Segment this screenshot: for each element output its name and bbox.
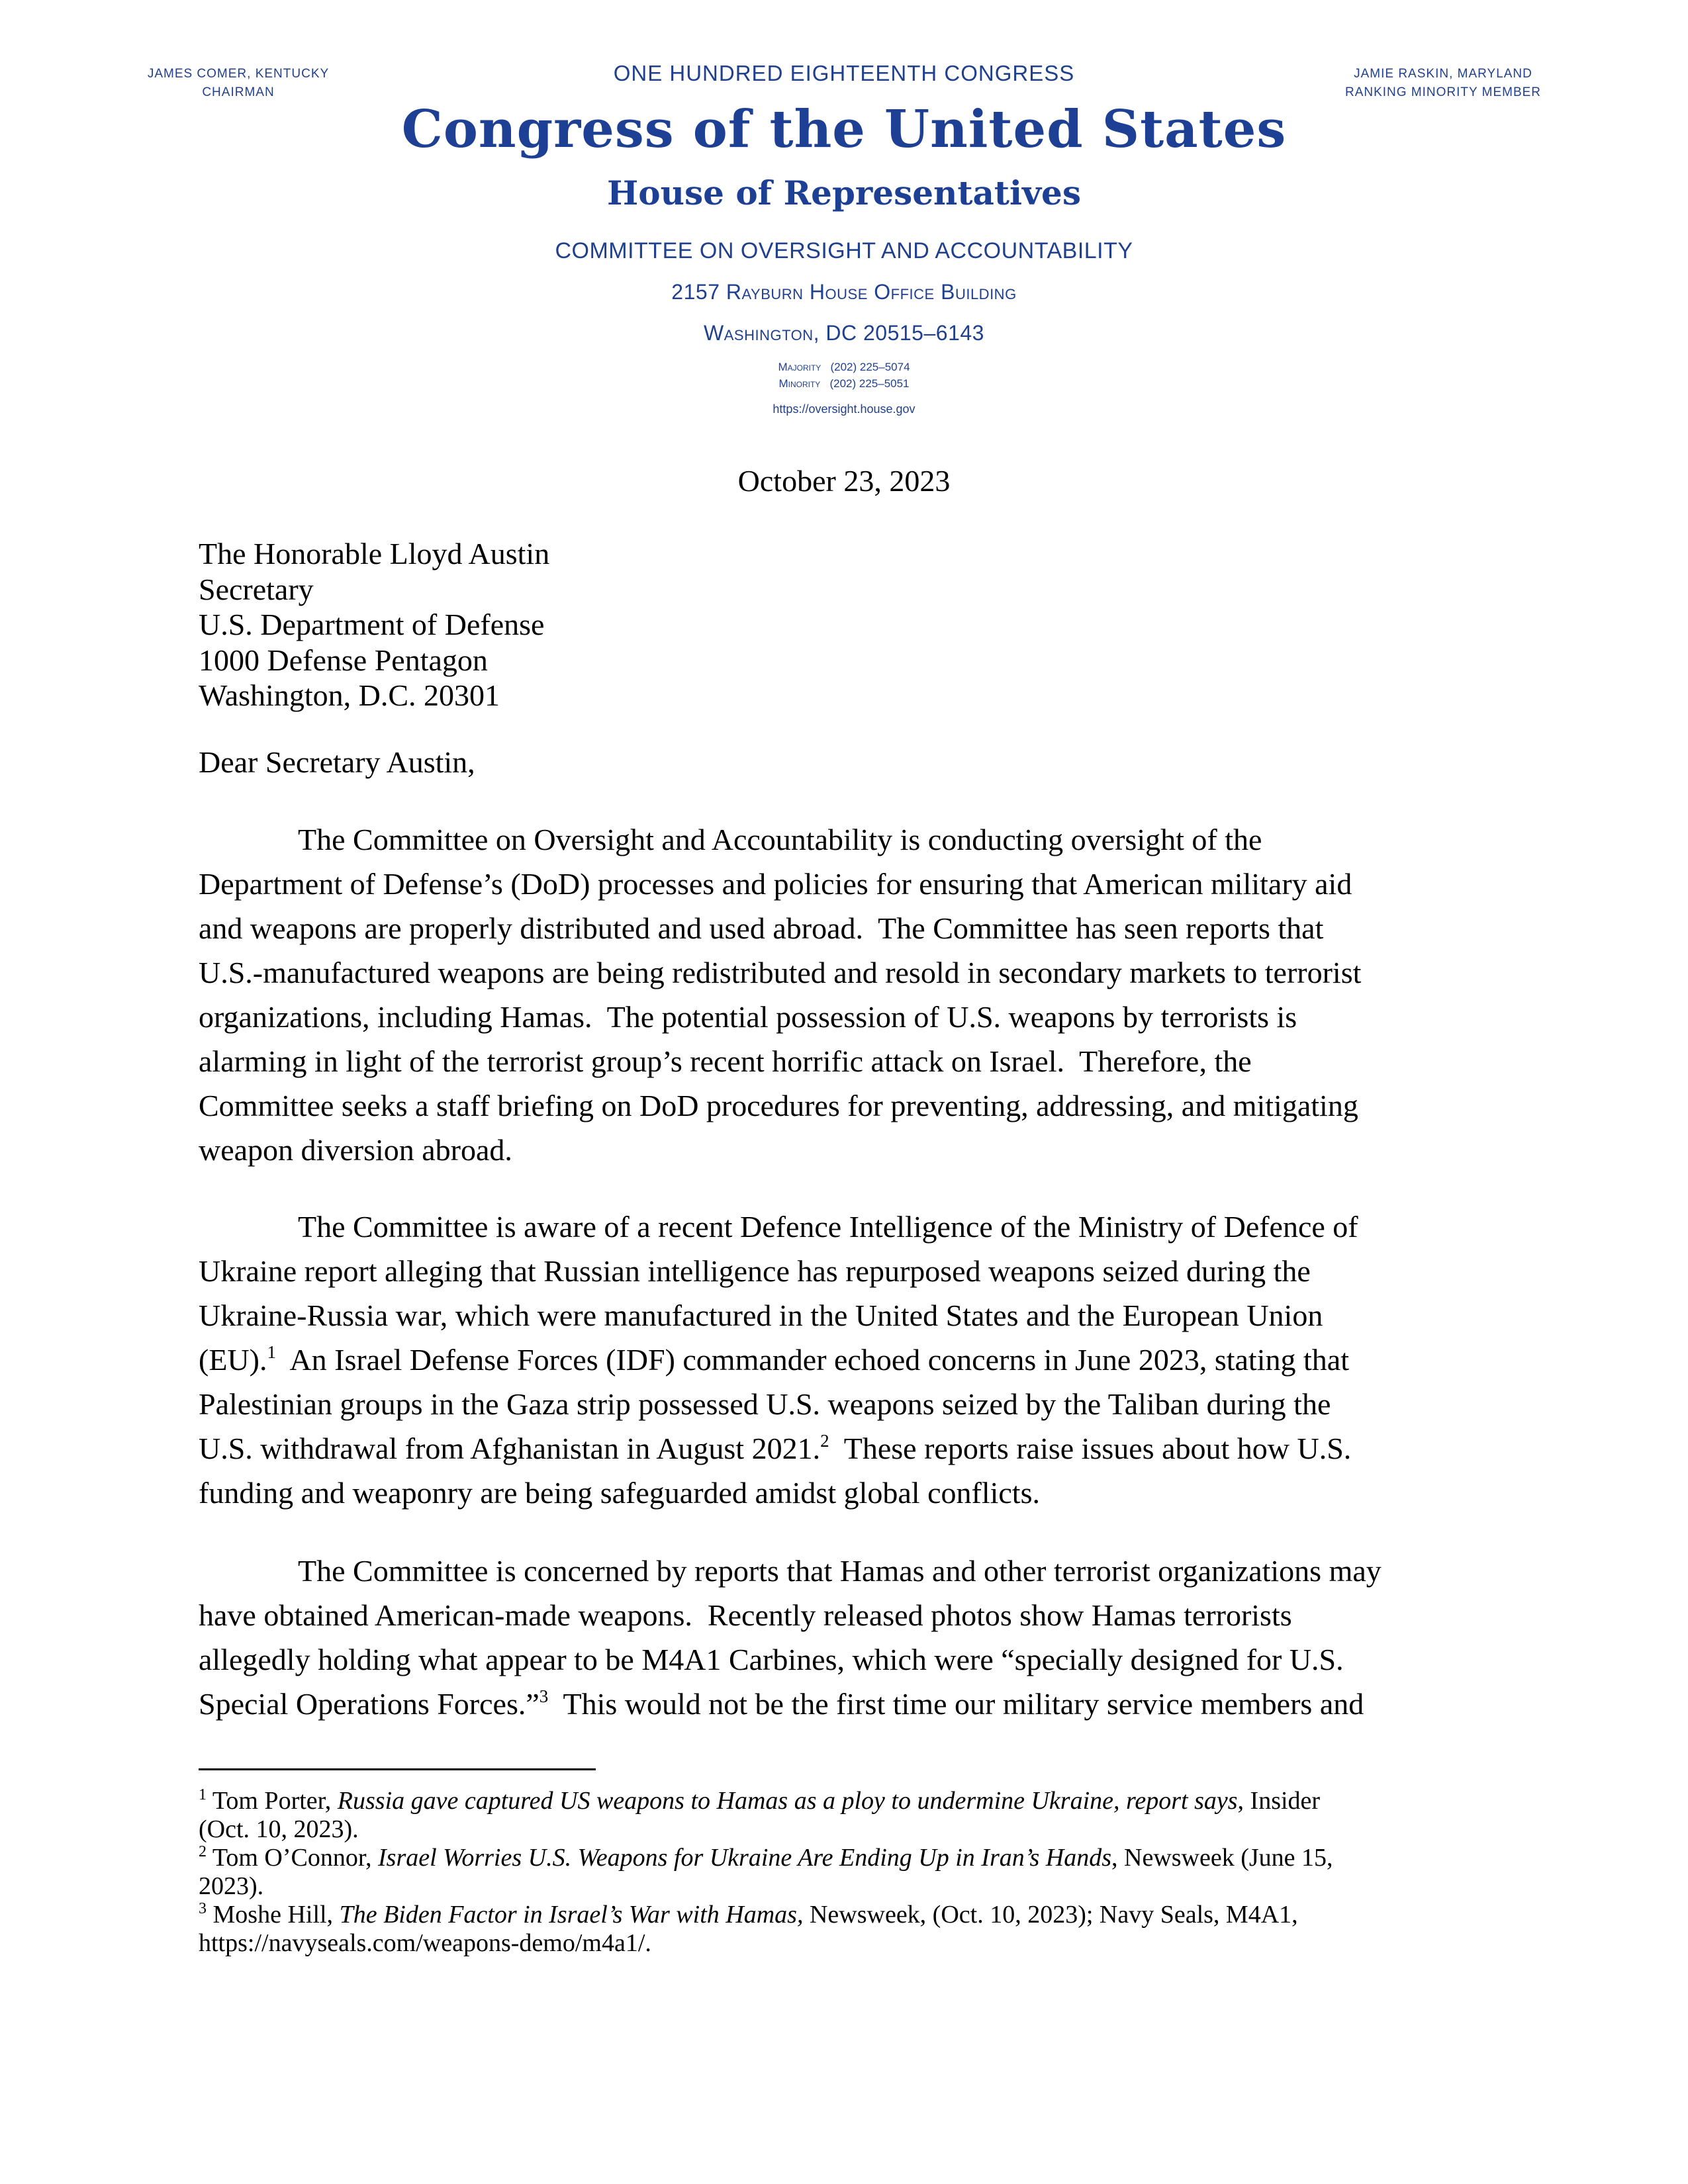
footnotes — [199, 1787, 1489, 1958]
line-text: U.S. withdrawal from Afghanistan in August 2021. — [199, 1432, 821, 1465]
paragraph-line: Ukraine-Russia war, which were manufactured in the United States and the European Union — [199, 1298, 1323, 1332]
footnote-3-url[interactable]: https://navyseals.com/weapons-demo/m4a1/. — [199, 1929, 651, 1957]
paragraph-1 — [199, 817, 1483, 1172]
chairman-name: JAMES COMER, KENTUCKY — [147, 67, 330, 81]
address-line-2: Washington, DC 20515–6143 — [704, 321, 984, 345]
line-text: (EU). — [199, 1343, 267, 1377]
paragraph-2 — [199, 1205, 1483, 1515]
footnote-ref-2[interactable]: 2 — [820, 1431, 829, 1451]
paragraph-line: The Committee is concerned by reports that Hamas and other terrorist organizations may — [298, 1554, 1382, 1588]
footnote-source: , Insider — [1237, 1787, 1321, 1815]
footnote-2-cont: 2023). — [199, 1872, 264, 1900]
recipient-line: U.S. Department of Defense — [199, 608, 545, 641]
footnote-number: 3 — [199, 1900, 207, 1917]
footnote-divider — [199, 1768, 596, 1770]
address-line-1: 2157 Rayburn House Office Building — [671, 280, 1017, 304]
paragraph-line: organizations, including Hamas. The potential possession of U.S. weapons by terrorists is — [199, 1000, 1297, 1034]
paragraph-line: Palestinian groups in the Gaza strip possessed U.S. weapons seized by the Taliban during the — [199, 1387, 1331, 1421]
paragraph-line — [199, 1426, 1483, 1471]
chairman-block — [126, 65, 351, 102]
paragraph-line: allegedly holding what appear to be M4A1 Carbines, which were “specially designed for U.S. — [199, 1643, 1344, 1676]
line-text: An Israel Defense Forces (IDF) commander echoed concerns in June 2023, stating that — [275, 1343, 1349, 1377]
paragraph-line: Department of Defense’s (DoD) processes and policies for ensuring that American military aid — [199, 867, 1352, 901]
footnote-number: 1 — [199, 1786, 207, 1803]
footnote-2 — [199, 1844, 1489, 1872]
recipient-line: Secretary — [199, 572, 314, 606]
ranking-member-title: RANKING MINORITY MEMBER — [1344, 85, 1542, 99]
line-text: These reports raise issues about how U.S. — [829, 1432, 1352, 1465]
footnote-1-cont: (Oct. 10, 2023). — [199, 1815, 359, 1843]
footnote-ref-3[interactable]: 3 — [539, 1686, 549, 1706]
paragraph-line: weapon diversion abroad. — [199, 1133, 512, 1167]
paragraph-line: and weapons are properly distributed and used abroad. The Committee has seen reports that — [199, 911, 1324, 945]
paragraph-line: The Committee is aware of a recent Defence Intelligence of the Ministry of Defence of — [298, 1210, 1358, 1244]
recipient-address — [199, 536, 549, 713]
footnote-source: Newsweek, (Oct. 10, 2023); Navy Seals, M4A1, — [803, 1901, 1298, 1929]
footnote-title: The Biden Factor in Israel’s War with Hamas, — [339, 1901, 804, 1929]
house-title: House of Representatives — [607, 173, 1081, 212]
chairman-title: CHAIRMAN — [202, 85, 275, 99]
recipient-line: Washington, D.C. 20301 — [199, 678, 500, 712]
congress-number: ONE HUNDRED EIGHTEENTH CONGRESS — [613, 61, 1075, 85]
footnote-1 — [199, 1787, 1489, 1815]
paragraph-line — [199, 1682, 1483, 1726]
ranking-member-block — [1324, 65, 1562, 102]
footnote-3 — [199, 1901, 1489, 1929]
footnote-source: , Newsweek (June 15, — [1111, 1844, 1333, 1872]
footnote-author: Moshe Hill, — [207, 1901, 340, 1929]
paragraph-line: The Committee on Oversight and Accountability is conducting oversight of the — [298, 823, 1262, 856]
paragraph-line: have obtained American-made weapons. Recently released photos show Hamas terrorists — [199, 1598, 1292, 1632]
paragraph-line: funding and weaponry are being safeguarded amidst global conflicts. — [199, 1476, 1040, 1510]
paragraph-line: alarming in light of the terrorist group’s recent horrific attack on Israel. Therefore, the — [199, 1044, 1252, 1078]
paragraph-line: U.S.-manufactured weapons are being redistributed and resold in secondary markets to terrorist — [199, 956, 1362, 989]
paragraph-3 — [199, 1549, 1483, 1726]
line-text: Special Operations Forces.” — [199, 1687, 539, 1721]
footnote-author: Tom Porter, — [207, 1787, 338, 1815]
congress-title: Congress of the United States — [401, 99, 1287, 159]
footnote-author: Tom O’Connor, — [207, 1844, 379, 1872]
paragraph-line: Committee seeks a staff briefing on DoD procedures for preventing, addressing, and mitigating — [199, 1089, 1358, 1122]
paragraph-line: Ukraine report alleging that Russian intelligence has repurposed weapons seized during the — [199, 1254, 1311, 1288]
footnote-number: 2 — [199, 1843, 207, 1860]
footnote-ref-1[interactable]: 1 — [267, 1342, 276, 1362]
line-text: This would not be the first time our military service members and — [548, 1687, 1364, 1721]
ranking-member-name: JAMIE RASKIN, MARYLAND — [1354, 67, 1532, 81]
footnote-title: Russia gave captured US weapons to Hamas as a ploy to undermine Ukraine, report says — [337, 1787, 1238, 1815]
committee-name: COMMITTEE ON OVERSIGHT AND ACCOUNTABILITY — [555, 238, 1133, 263]
letter-date: October 23, 2023 — [737, 464, 951, 498]
salutation: Dear Secretary Austin, — [199, 745, 475, 779]
phone-majority: Majority (202) 225–5074 — [778, 361, 910, 373]
recipient-line: 1000 Defense Pentagon — [199, 643, 488, 677]
phone-minority: Minority (202) 225–5051 — [778, 377, 910, 390]
website-link[interactable]: https://oversight.house.gov — [773, 402, 915, 416]
recipient-line: The Honorable Lloyd Austin — [199, 537, 550, 570]
paragraph-line — [199, 1338, 1483, 1382]
footnote-title: Israel Worries U.S. Weapons for Ukraine Are Ending Up in Iran’s Hands — [378, 1844, 1112, 1872]
